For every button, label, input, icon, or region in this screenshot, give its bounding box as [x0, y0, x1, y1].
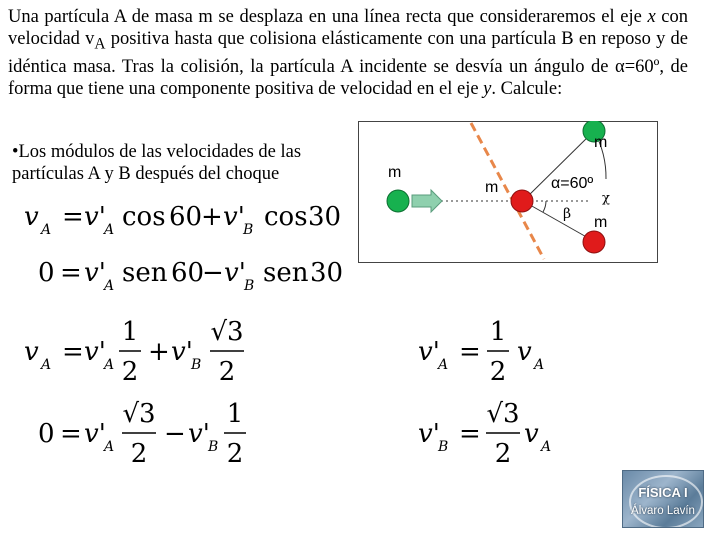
res1-frac-num: 1: [489, 317, 507, 347]
eq3-equals: =: [62, 337, 84, 367]
res2-equals: =: [459, 419, 481, 449]
particle-b-initial: [511, 190, 533, 212]
eq2-angle2: 30: [310, 258, 344, 288]
alpha-symbol: α: [615, 56, 625, 77]
equation-4-svg: [38, 392, 278, 472]
result-1: [418, 310, 578, 394]
eq2-operator: −: [202, 258, 224, 288]
problem-statement: [8, 6, 688, 100]
statement-text: =60º, de forma que tiene una componente positiva de velocidad en el eje: [8, 56, 688, 99]
eq1-func2: cos: [264, 202, 308, 232]
eq1-term1-sub: A: [104, 222, 115, 238]
equation-3-svg: [24, 310, 264, 390]
statement-text: con velocidad v: [8, 7, 688, 49]
eq2-equals: =: [60, 258, 82, 288]
eq4-term2-sub: B: [208, 439, 219, 455]
eq3-frac2-num: √3: [210, 317, 244, 347]
collision-diagram: [358, 121, 658, 268]
eq1-term2: v': [223, 202, 245, 232]
eq4-operator: −: [164, 419, 186, 449]
eq3-frac2-den: 2: [218, 357, 236, 387]
eq3-frac1-den: 2: [121, 357, 139, 387]
eq1-angle1: 60: [169, 202, 203, 232]
statement-text: positiva hasta que colisiona elásticamente con una partícula B en reposo y de idéntica masa. Tras la colisión, la partícula A incidente se desvía un ángulo de: [8, 29, 688, 77]
eq4-term2: v': [188, 419, 210, 449]
eq4-equals: =: [60, 419, 82, 449]
particle-b-final: [583, 231, 605, 253]
eq4-lhs: 0: [38, 419, 55, 449]
statement-text: . Calcule:: [491, 78, 563, 99]
eq1-lhs-sub: A: [41, 222, 52, 238]
res1-lhs: v': [418, 337, 440, 367]
particle-a-initial: [387, 190, 409, 212]
eq4-frac1-num: √3: [122, 399, 156, 429]
res2-frac-den: 2: [494, 439, 512, 469]
equation-1-svg: [24, 198, 344, 238]
eq2-term1-sub: A: [104, 278, 115, 294]
result-2-svg: [418, 392, 578, 472]
equation-2: [38, 254, 358, 298]
res2-lhs-sub: B: [438, 439, 449, 455]
eq2-term1: v': [84, 258, 106, 288]
label-beta: β: [563, 206, 572, 222]
equation-3: [24, 310, 264, 394]
x-axis-variable: x: [647, 7, 656, 27]
eq1-angle2: 30: [308, 202, 342, 232]
eq4-frac1-den: 2: [130, 439, 148, 469]
task-bullet: •Los módulos de las velocidades de las partículas A y B después del choque: [12, 142, 302, 184]
res2-lhs: v': [418, 419, 440, 449]
res1-lhs-sub: A: [438, 357, 449, 373]
result-1-svg: [418, 310, 578, 390]
label-m-incoming: m: [388, 164, 402, 181]
eq4-frac2-den: 2: [226, 439, 244, 469]
statement-text: Una partícula A de masa m se desplaza en una línea recta que consideraremos el eje: [8, 7, 648, 27]
y-axis-variable: y: [483, 78, 492, 99]
logo-author: Álvaro Lavín: [631, 505, 695, 517]
label-alpha: α=60º: [551, 175, 594, 192]
eq1-term1: v': [84, 202, 106, 232]
eq2-term2-sub: B: [244, 278, 255, 294]
course-logo: [622, 470, 704, 528]
equation-1: [24, 198, 344, 242]
equation-2-svg: [38, 254, 358, 294]
res1-frac-den: 2: [489, 357, 507, 387]
eq3-lhs-sub: A: [41, 357, 52, 373]
eq1-term2-sub: B: [243, 222, 254, 238]
label-m-target: m: [485, 179, 499, 196]
result-2: [418, 392, 578, 476]
eq2-angle1: 60: [171, 258, 205, 288]
res1-rhs: v: [517, 337, 532, 367]
eq4-frac2-num: 1: [226, 399, 244, 429]
res2-frac-num: √3: [486, 399, 520, 429]
equation-4: [38, 392, 278, 476]
eq2-func2: sen: [263, 258, 309, 288]
logo-title: FÍSICA I: [638, 485, 688, 500]
label-m-upper: m: [594, 134, 608, 151]
eq3-term2: v': [171, 337, 193, 367]
eq1-operator: +: [201, 202, 223, 232]
eq2-func1: sen: [122, 258, 168, 288]
eq1-func1: cos: [122, 202, 166, 232]
res2-rhs: v: [524, 419, 539, 449]
label-m-lower: m: [594, 214, 608, 231]
eq3-frac1-num: 1: [121, 317, 139, 347]
logo-orbit-icon: [629, 475, 703, 528]
eq1-lhs: v: [24, 202, 39, 232]
eq2-lhs: 0: [38, 258, 55, 288]
label-chi: χ: [602, 191, 610, 206]
subscript-a: A: [94, 35, 106, 53]
eq4-term1-sub: A: [104, 439, 115, 455]
collision-diagram-svg: [358, 121, 658, 263]
eq3-term1-sub: A: [104, 357, 115, 373]
res1-equals: =: [459, 337, 481, 367]
eq3-lhs: v: [24, 337, 39, 367]
eq3-term1: v': [84, 337, 106, 367]
res1-rhs-sub: A: [534, 357, 545, 373]
eq3-term2-sub: B: [191, 357, 202, 373]
res2-rhs-sub: A: [541, 439, 552, 455]
eq3-operator: +: [148, 337, 170, 367]
eq2-term2: v': [224, 258, 246, 288]
eq1-equals: =: [62, 202, 84, 232]
eq4-term1: v': [84, 419, 106, 449]
